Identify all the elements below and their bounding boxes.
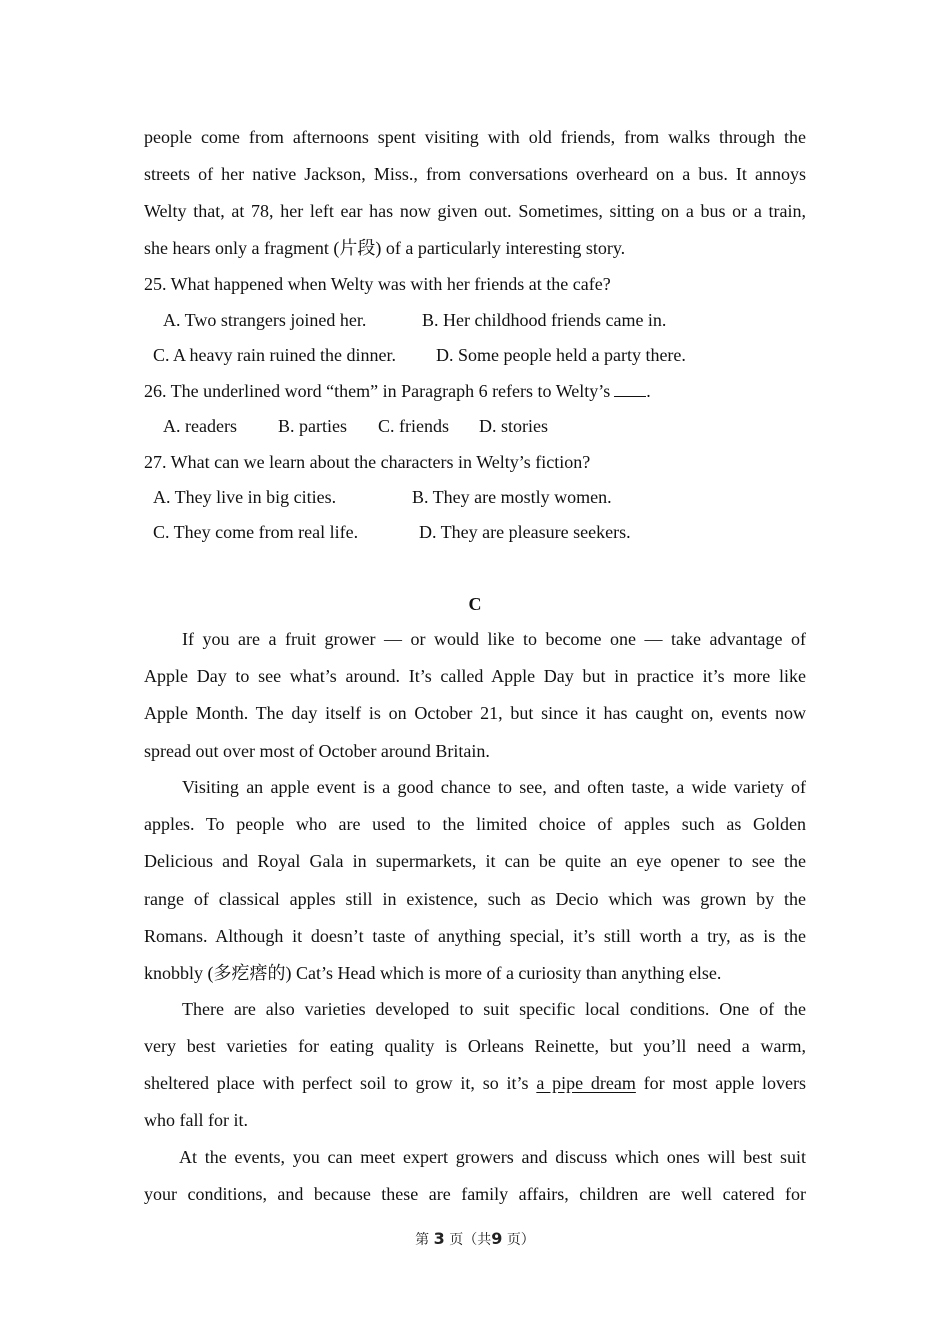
passage-line: knobbly (多疙瘩的) Cat’s Head which is more of a curiosity than anything else. [144, 963, 722, 983]
passage-line: Welty that, at 78, her left ear has now given out. Sometimes, sitting on a bus or a train, [144, 201, 806, 221]
passage-line: people come from afternoons spent visiting with old friends, from walks through the [144, 127, 806, 147]
passage-line: If you are a fruit grower — or would like to become one — take advantage of [182, 629, 806, 649]
passage-line [144, 1071, 806, 1095]
footer-prefix: 第 [415, 1232, 430, 1248]
passage-line: very best varieties for eating quality is Orleans Reinette, but you’ll need a warm, [144, 1036, 806, 1056]
total-pages: 9 [491, 1229, 503, 1248]
passage-line: spread out over most of October around Britain. [144, 741, 490, 761]
footer-middle: 页（共 [449, 1232, 492, 1248]
question-26-option-b: B. parties [278, 416, 347, 436]
passage-text: for most apple lovers [635, 1073, 807, 1093]
passage-line: Romans. Although it doesn’t taste of anything special, it’s still worth a try, as is the [144, 926, 806, 946]
passage-line: your conditions, and because these are family affairs, children are well catered for [144, 1184, 806, 1204]
question-27-option-b: B. They are mostly women. [412, 487, 612, 507]
question-26-stem [144, 379, 806, 403]
passage-line: who fall for it. [144, 1110, 248, 1130]
footer-suffix: 页） [506, 1232, 535, 1248]
question-27-option-a: A. They live in big cities. [153, 487, 337, 507]
question-25-option-b: B. Her childhood friends came in. [422, 310, 667, 330]
passage-line: At the events, you can meet expert growers and discuss which ones will best suit [179, 1147, 806, 1167]
question-26-stem-end: . [646, 381, 651, 401]
passage-line: Delicious and Royal Gala in supermarkets, it can be quite an eye opener to see the [144, 851, 806, 871]
question-26-option-d: D. stories [479, 416, 548, 436]
question-25-option-c: C. A heavy rain ruined the dinner. [153, 345, 396, 365]
question-27-stem: 27. What can we learn about the characters in Welty’s fiction? [144, 452, 591, 472]
passage-line: There are also varieties developed to suit specific local conditions. One of the [182, 999, 806, 1019]
question-26-stem-text: 26. The underlined word “them” in Paragraph 6 refers to Welty’s [144, 381, 611, 401]
page-number: 3 [433, 1229, 445, 1248]
question-26-option-c: C. friends [378, 416, 449, 436]
question-27-option-c: C. They come from real life. [153, 522, 359, 542]
passage-line: range of classical apples still in existence, such as Decio which was grown by the [144, 889, 806, 909]
passage-line: streets of her native Jackson, Miss., from conversations overheard on a bus. It annoys [144, 164, 806, 184]
question-25-option-a: A. Two strangers joined her. [163, 310, 367, 330]
answer-blank [614, 380, 646, 397]
passage-line: Apple Day to see what’s around. It’s called Apple Day but in practice it’s more like [144, 666, 806, 686]
question-25-stem: 25. What happened when Welty was with her friends at the cafe? [144, 274, 611, 294]
question-25-option-d: D. Some people held a party there. [436, 345, 686, 365]
section-heading: C [468, 594, 482, 614]
passage-line: Apple Month. The day itself is on October 21, but since it has caught on, events now [144, 703, 806, 723]
underlined-phrase: a pipe dream [536, 1073, 636, 1093]
passage-line: she hears only a fragment (片段) of a particularly interesting story. [144, 238, 626, 258]
question-27-option-d: D. They are pleasure seekers. [419, 522, 631, 542]
page-footer [0, 1227, 950, 1252]
passage-line: Visiting an apple event is a good chance to see, and often taste, a wide variety of [182, 777, 806, 797]
question-26-option-a: A. readers [163, 416, 237, 436]
passage-text: sheltered place with perfect soil to grow it, so it’s [144, 1073, 537, 1093]
passage-line: apples. To people who are used to the limited choice of apples such as Golden [144, 814, 806, 834]
